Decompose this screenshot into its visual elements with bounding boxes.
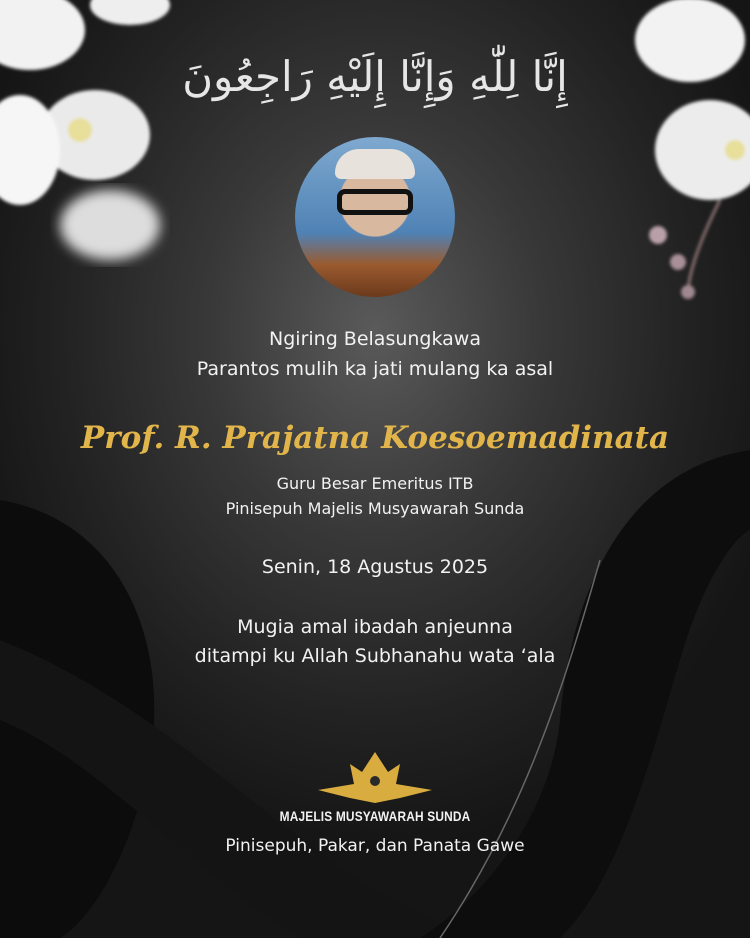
orchid-right xyxy=(635,0,750,299)
ornament-logo xyxy=(318,752,432,803)
date: Senin, 18 Agustus 2025 xyxy=(261,556,489,578)
orchid-blur xyxy=(60,190,160,260)
title-line-2: Pinisepuh Majelis Musyawarah Sunda xyxy=(225,499,525,518)
ribbon-right xyxy=(420,450,750,938)
arabic-heading: إِنَّا لِلّٰهِ وَإِنَّا إِلَيْهِ رَاجِعُونَ xyxy=(182,52,568,101)
deceased-name: Prof. R. Prajatna Koesoemadinata xyxy=(80,420,670,456)
intro-line-1: Ngiring Belasungkawa xyxy=(269,328,481,350)
organization-name: MAJELIS MUSYAWARAH SUNDA xyxy=(279,808,471,824)
title-line-1: Guru Besar Emeritus ITB xyxy=(276,474,474,493)
prayer-line-1: Mugia amal ibadah anjeunna xyxy=(237,616,513,638)
organization-tagline: Pinisepuh, Pakar, dan Panata Gawe xyxy=(225,836,525,856)
intro-line-2: Parantos mulih ka jati mulang ka asal xyxy=(196,358,554,380)
orchid-left xyxy=(0,0,170,205)
prayer-line-2: ditampi ku Allah Subhanahu wata ‘ala xyxy=(194,645,556,667)
portrait-photo xyxy=(295,137,455,297)
